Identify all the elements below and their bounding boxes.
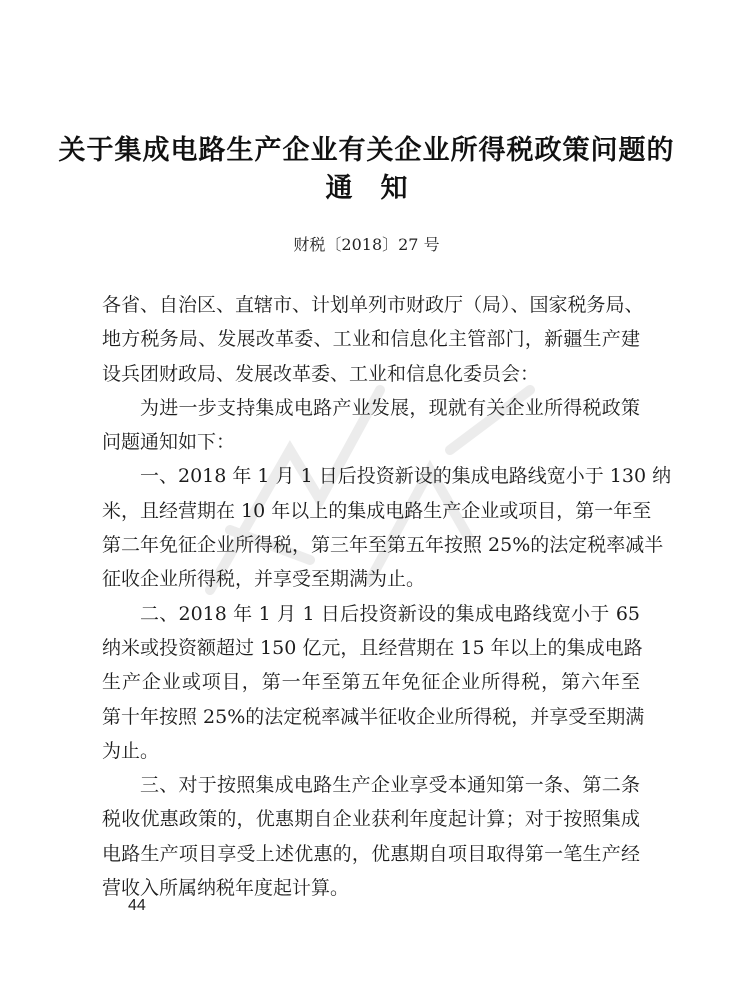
page-number: 44: [128, 897, 146, 914]
body-line: 税收优惠政策的，优惠期自企业获利年度起计算；对于按照集成: [102, 808, 640, 831]
body-line: 二、2018 年 1 月 1 日后投资新设的集成电路线宽小于 65: [140, 602, 640, 625]
body-line: 设兵团财政局、发展改革委、工业和信息化委员会：: [102, 362, 540, 385]
body-line: 第二年免征企业所得税，第三年至第五年按照 25%的法定税率减半: [102, 534, 664, 557]
body-line: 米，且经营期在 10 年以上的集成电路生产企业或项目，第一年至: [102, 499, 652, 522]
body-line: 征收企业所得税，并享受至期满为止。: [102, 568, 426, 591]
body-line: 地方税务局、发展改革委、工业和信息化主管部门，新疆生产建: [102, 328, 640, 351]
document-body: [102, 288, 672, 905]
body-line: 第十年按照 25%的法定税率减半征收企业所得税，并享受至期满: [102, 705, 645, 728]
document-title-line-2: 通知: [325, 173, 436, 204]
document-number: 财税〔2018〕27 号: [293, 235, 440, 254]
body-line: 生产企业或项目，第一年至第五年免征企业所得税，第六年至: [102, 671, 640, 694]
body-line: 电路生产项目享受上述优惠的，优惠期自项目取得第一笔生产经: [102, 842, 640, 865]
body-line: 一、2018 年 1 月 1 日后投资新设的集成电路线宽小于 130 纳: [140, 465, 672, 488]
body-line: 为止。: [102, 739, 160, 762]
body-line: 各省、自治区、直辖市、计划单列市财政厅（局）、国家税务局、: [102, 294, 644, 316]
body-line: 纳米或投资额超过 150 亿元，且经营期在 15 年以上的集成电路: [102, 636, 643, 659]
body-line: 营收入所属纳税年度起计算。: [102, 877, 350, 900]
body-line: 问题通知如下：: [102, 431, 236, 454]
document-title-line-1: 关于集成电路生产企业有关企业所得税政策问题的: [58, 135, 675, 166]
body-line: 为进一步支持集成电路产业发展，现就有关企业所得税政策: [140, 396, 640, 419]
body-line: 三、对于按照集成电路生产企业享受本通知第一条、第二条: [140, 774, 640, 797]
